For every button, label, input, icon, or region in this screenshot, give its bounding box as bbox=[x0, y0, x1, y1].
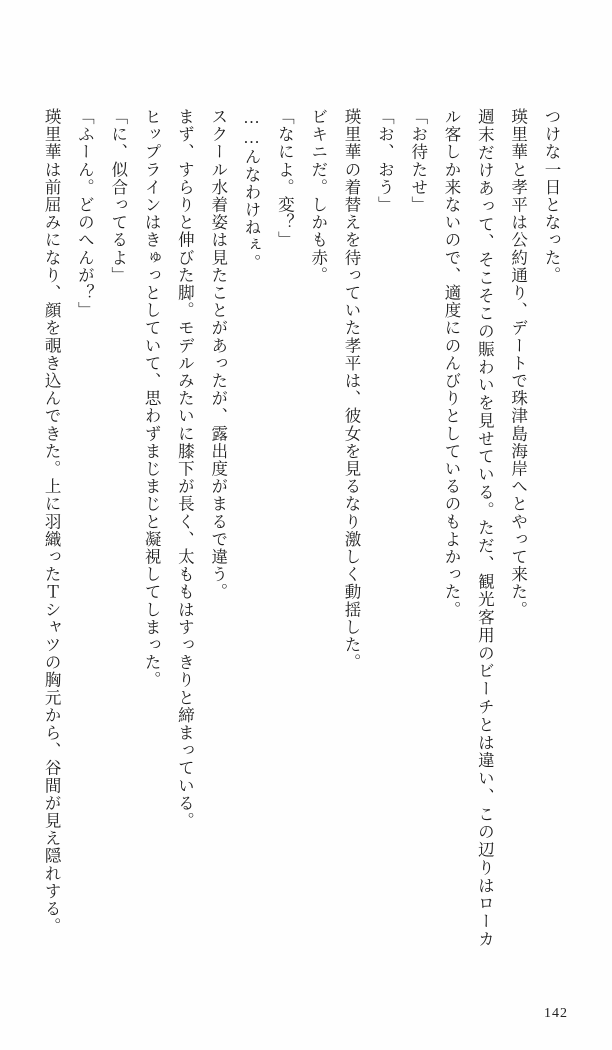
paragraph: 瑛里華は前屈みになり、顔を覗き込んできた。上に羽織ったＴシャツの胸元から、谷間が見え隠れする。 bbox=[42, 108, 62, 936]
paragraph: 「お待たせ」 bbox=[408, 108, 428, 214]
paragraph: つけな一日となった。 bbox=[542, 108, 561, 284]
paragraph: 「に、似合ってるよ」 bbox=[108, 108, 128, 284]
paragraph: 「ふーん。どのへんが？」 bbox=[75, 108, 95, 320]
paragraph: 瑛里華の着替えを待っていた孝平は、彼女を見るなり激しく動揺した。 bbox=[342, 108, 362, 672]
paragraph: ビキニだ。しかも赤。 bbox=[308, 108, 328, 284]
paragraph: スクール水着姿は見たことがあったが、露出度がまるで違う。 bbox=[208, 108, 228, 601]
body-text bbox=[35, 108, 568, 948]
page-number: 142 bbox=[544, 1006, 568, 1021]
paragraph: 週末だけあって、そこそこの賑わいを見せている。ただ、観光客用のビーチとは違い、この辺りはローカル客しか来ないので、適度にのんびりとしているのもよかった。 bbox=[442, 108, 495, 948]
paragraph: ……んなわけねぇ。 bbox=[242, 108, 262, 272]
paragraph: ヒップラインはきゅっとしていて、思わずまじまじと凝視してしまった。 bbox=[142, 108, 162, 689]
paragraph: 「なによ。変？」 bbox=[275, 108, 295, 249]
paragraph: 瑛里華と孝平は公約通り、デートで珠津島海岸へとやって来た。 bbox=[508, 108, 528, 619]
paragraph: 「お、おう」 bbox=[375, 108, 395, 214]
paragraph: まず、すらりと伸びた脚。モデルみたいに膝下が長く、太ももはすっきりと締まっている。 bbox=[175, 108, 195, 830]
